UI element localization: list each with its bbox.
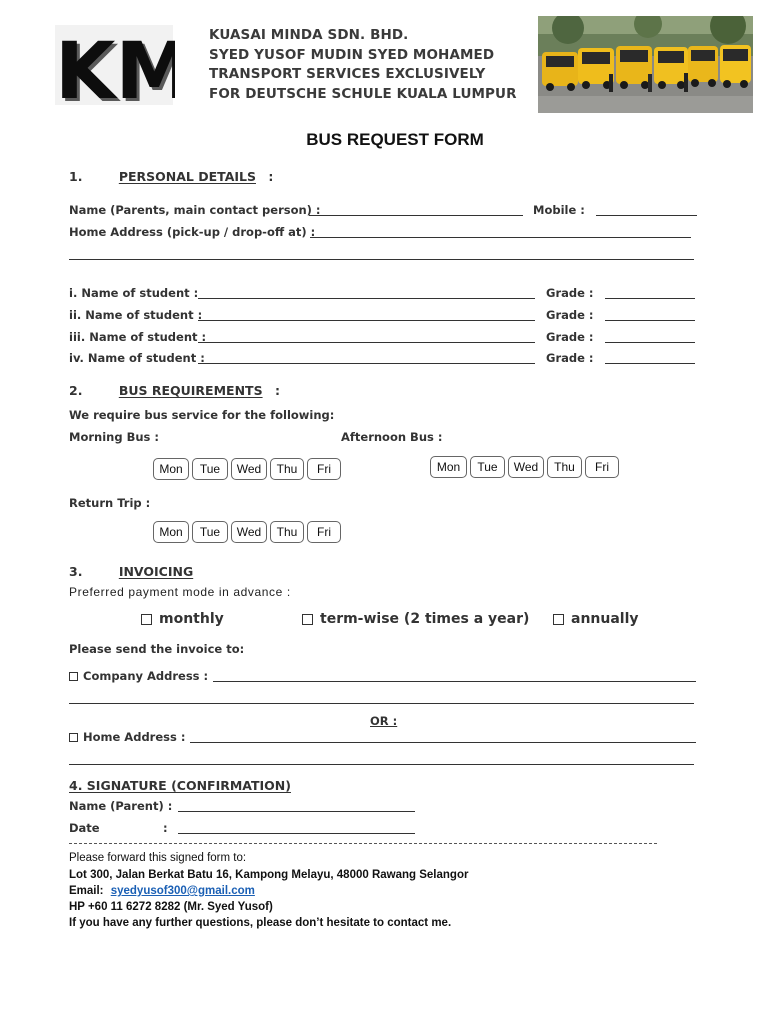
section-1-heading (69, 169, 273, 184)
company-logo (50, 22, 175, 108)
section-2-title: BUS REQUIREMENTS (118, 383, 263, 398)
home-address-option[interactable] (69, 730, 185, 744)
home-address-field[interactable] (310, 237, 691, 238)
checkbox-icon[interactable] (302, 614, 313, 625)
or-text: OR : (370, 714, 398, 728)
student-3-grade-field[interactable] (605, 342, 695, 343)
payment-option-annually-label: annually (571, 611, 639, 627)
section-1-title: PERSONAL DETAILS (118, 169, 256, 184)
payment-option-monthly[interactable] (141, 611, 224, 627)
morning-day-tue[interactable]: Tue (192, 458, 228, 480)
checkbox-icon[interactable] (69, 672, 78, 681)
section-1-number: 1. (69, 169, 83, 184)
section-2-heading (69, 383, 280, 398)
afternoon-day-mon[interactable]: Mon (430, 456, 467, 478)
signature-date-colon: : (163, 821, 168, 835)
student-1-grade-field[interactable] (605, 298, 695, 299)
return-day-tue[interactable]: Tue (192, 521, 228, 543)
student-1-grade-label: Grade : (546, 286, 594, 300)
student-2-name-field[interactable] (198, 320, 535, 321)
student-1-name-field[interactable] (198, 298, 535, 299)
morning-bus-label: Morning Bus : (69, 430, 159, 444)
mobile-field[interactable] (596, 215, 697, 216)
return-day-fri[interactable]: Fri (307, 521, 341, 543)
morning-day-wed[interactable]: Wed (231, 458, 267, 480)
footer-email-link[interactable]: syedyusof300@gmail.com (110, 885, 255, 897)
mobile-label: Mobile : (533, 203, 585, 217)
student-2-grade-label: Grade : (546, 308, 594, 322)
student-3-name-field[interactable] (198, 342, 535, 343)
morning-day-mon[interactable]: Mon (153, 458, 189, 480)
or-label (370, 714, 397, 728)
section-3-number: 3. (69, 564, 83, 579)
home-address-label: Home Address (pick-up / drop-off at) : (69, 225, 316, 239)
student-4-grade-label: Grade : (546, 351, 594, 365)
footer-forward-text: Please forward this signed form to: (69, 852, 247, 864)
signature-date-label: Date (69, 821, 100, 835)
home-address-field-line-2[interactable] (69, 259, 694, 260)
footer-phone: HP +60 11 6272 8282 (Mr. Syed Yusof) (69, 901, 273, 913)
checkbox-icon[interactable] (553, 614, 564, 625)
return-day-wed[interactable]: Wed (231, 521, 267, 543)
company-address-label: Company Address : (83, 669, 209, 683)
invoice-home-address-label: Home Address : (83, 730, 186, 744)
student-2-grade-field[interactable] (605, 320, 695, 321)
company-info (209, 26, 517, 104)
return-day-thu[interactable]: Thu (270, 521, 304, 543)
section-4-heading (69, 778, 291, 793)
student-4-name-field[interactable] (198, 363, 535, 364)
bus-fleet-photo (538, 16, 753, 113)
morning-day-thu[interactable]: Thu (270, 458, 304, 480)
checkbox-icon[interactable] (69, 733, 78, 742)
footer-note: If you have any further questions, please don’t hesitate to contact me. (69, 917, 452, 929)
payment-option-termwise-label: term-wise (2 times a year) (320, 611, 530, 627)
section-3-title: INVOICING (118, 564, 194, 579)
return-trip-label: Return Trip : (69, 496, 151, 510)
parent-name-field[interactable] (309, 215, 523, 216)
company-client: FOR DEUTSCHE SCHULE KUALA LUMPUR (209, 85, 517, 102)
logo-shadow: KM (58, 30, 175, 108)
logo-text: KM (55, 27, 175, 108)
student-2-label: ii. Name of student : (69, 308, 203, 322)
bus-requirements-intro: We require bus service for the following: (69, 408, 335, 422)
signature-name-field[interactable] (178, 811, 415, 812)
footer-divider (69, 843, 657, 844)
section-1-colon: : (268, 169, 274, 184)
student-4-grade-field[interactable] (605, 363, 695, 364)
student-1-label: i. Name of student : (69, 286, 199, 300)
section-3-heading (69, 564, 193, 579)
return-day-mon[interactable]: Mon (153, 521, 189, 543)
footer-email-label: Email: (69, 885, 104, 897)
checkbox-icon[interactable] (141, 614, 152, 625)
student-3-label: iii. Name of student : (69, 330, 207, 344)
section-2-number: 2. (69, 383, 83, 398)
payment-option-annually[interactable] (553, 611, 639, 627)
footer-address: Lot 300, Jalan Berkat Batu 16, Kampong Melayu, 48000 Rawang Selangor (69, 869, 469, 881)
company-address-field-line-2[interactable] (69, 703, 694, 704)
company-name: KUASAI MINDA SDN. BHD. (209, 27, 409, 43)
afternoon-day-thu[interactable]: Thu (547, 456, 582, 478)
section-2-colon: : (274, 383, 280, 398)
student-3-grade-label: Grade : (546, 330, 594, 344)
student-4-label: iv. Name of student : (69, 351, 205, 365)
payment-option-termwise[interactable] (302, 611, 529, 627)
parent-name-label: Name (Parents, main contact person) : (69, 203, 321, 217)
company-address-field[interactable] (213, 681, 696, 682)
form-title: BUS REQUEST FORM (306, 130, 484, 149)
signature-name-label: Name (Parent) : (69, 799, 173, 813)
afternoon-day-wed[interactable]: Wed (508, 456, 544, 478)
payment-option-monthly-label: monthly (159, 611, 224, 627)
signature-date-field[interactable] (178, 833, 415, 834)
invoice-send-label: Please send the invoice to: (69, 642, 245, 656)
section-4-title: 4. SIGNATURE (CONFIRMATION) (69, 778, 291, 793)
invoice-home-address-field[interactable] (190, 742, 696, 743)
payment-mode-label: Preferred payment mode in advance : (69, 585, 291, 599)
company-service: TRANSPORT SERVICES EXCLUSIVELY (209, 66, 486, 82)
company-address-option[interactable] (69, 669, 208, 683)
footer-email-line (69, 885, 255, 897)
company-owner: SYED YUSOF MUDIN SYED MOHAMED (209, 46, 495, 63)
afternoon-day-fri[interactable]: Fri (585, 456, 619, 478)
km-logo-graphic (50, 22, 175, 108)
morning-day-fri[interactable]: Fri (307, 458, 341, 480)
invoice-home-address-field-line-2[interactable] (69, 764, 694, 765)
afternoon-day-tue[interactable]: Tue (470, 456, 505, 478)
afternoon-bus-label: Afternoon Bus : (341, 430, 443, 444)
